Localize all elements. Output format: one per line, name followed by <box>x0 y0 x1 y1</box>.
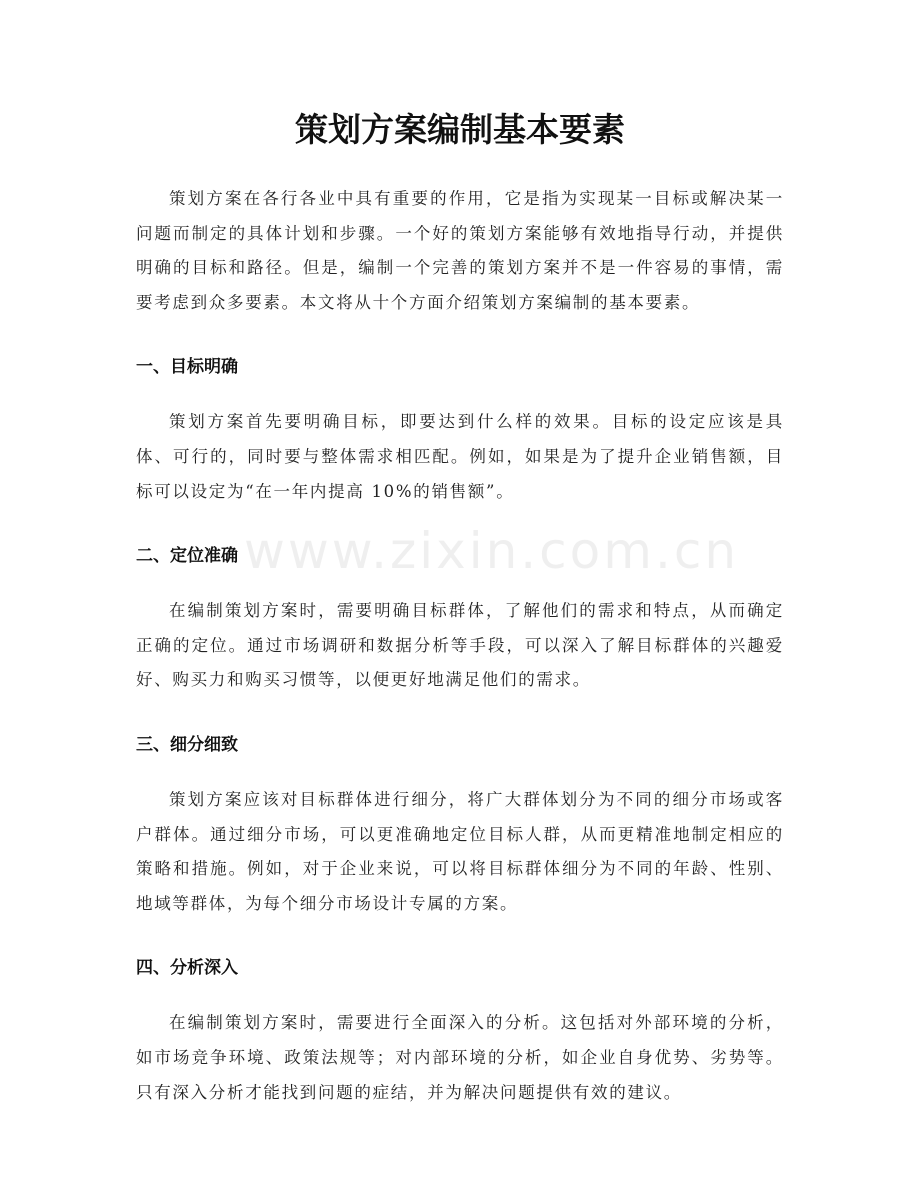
section-paragraph: 在编制策划方案时，需要进行全面深入的分析。这包括对外部环境的分析，如市场竞争环境、政策法规等；对内部环境的分析，如企业自身优势、劣势等。只有深入分析才能找到问题的症结，并为解决问题提供有效的建议。 <box>136 1013 784 1102</box>
section-paragraph: 策划方案首先要明确目标，即要达到什么样的效果。目标的设定应该是具体、可行的，同时要与整体需求相匹配。例如，如果是为了提升企业销售额，目标可以设定为“在一年内提高 10%的销售额”。 <box>136 412 784 501</box>
section-goal <box>136 355 784 509</box>
section-segmentation <box>136 733 784 921</box>
watermark: www.zixin.com.cn <box>244 522 740 580</box>
section-heading: 二、定位准确 <box>136 546 238 567</box>
section-heading: 四、分析深入 <box>136 958 238 979</box>
document-body <box>136 182 784 1110</box>
section-heading: 一、目标明确 <box>136 357 238 378</box>
section-heading: 三、细分细致 <box>136 734 238 755</box>
page-title: 策划方案编制基本要素 <box>295 110 625 149</box>
intro-paragraph: 策划方案在各行各业中具有重要的作用，它是指为实现某一目标或解决某一问题而制定的具体计划和步骤。一个好的策划方案能够有效地指导行动，并提供明确的目标和路径。但是，编制一个完善的策划方案并不是一件容易的事情，需要考虑到众多要素。本文将从十个方面介绍策划方案编制的基本要素。 <box>136 189 784 312</box>
section-analysis <box>136 956 784 1110</box>
section-paragraph: 策划方案应该对目标群体进行细分，将广大群体划分为不同的细分市场或客户群体。通过细分市场，可以更准确地定位目标人群，从而更精准地制定相应的策略和措施。例如，对于企业来说，可以将目标群体细分为不同的年龄、性别、地域等群体，为每个细分市场设计专属的方案。 <box>136 789 784 913</box>
section-paragraph: 在编制策划方案时，需要明确目标群体，了解他们的需求和特点，从而确定正确的定位。通过市场调研和数据分析等手段，可以深入了解目标群体的兴趣爱好、购买力和购买习惯等，以便更好地满足他们的需求。 <box>136 601 784 690</box>
section-positioning <box>136 544 784 698</box>
